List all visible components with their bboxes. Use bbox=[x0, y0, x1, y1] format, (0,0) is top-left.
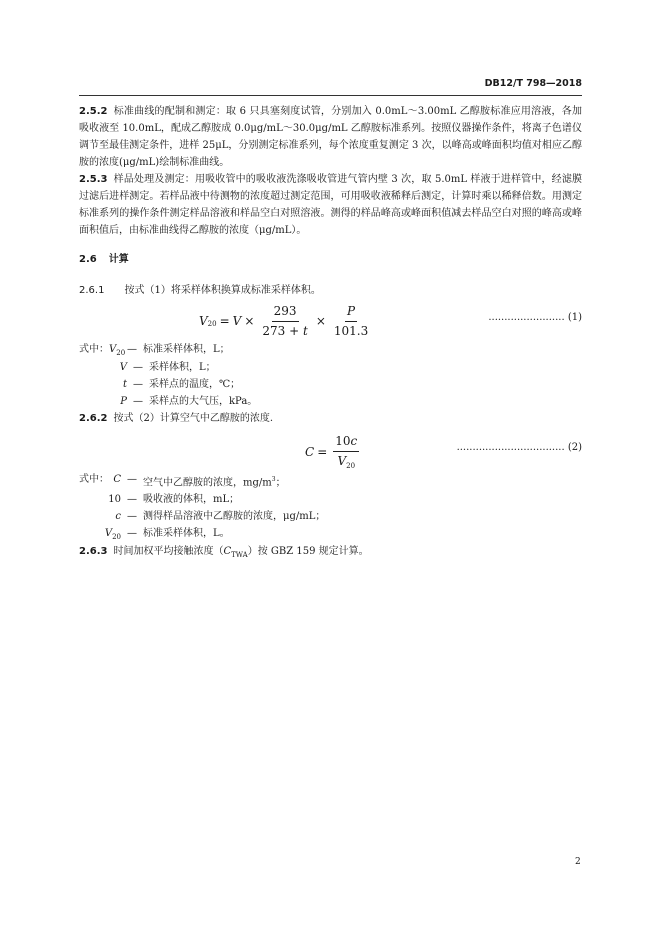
section-text: 标准曲线的配制和测定：取 6 只具塞刻度试管，分别加入 0.0mL～3.00mL 乙醇胺标准应用溶液，各加吸收液至 10.0mL，配成乙醇胺成 0.0μg/mL～30.0μg/mL 乙醇胺标准系列。按照仪器操作条件，将离子色谱仪调节至最佳测定条件，进样 25μL，分别测定标准系列，每个浓度重复测定 3 次，以峰高或峰面积均值对相应乙醇胺的浓度(μg/mL)绘制标准曲线。 bbox=[79, 106, 582, 168]
legend-row: c — 测得样品溶液中乙醇胺的浓度，μg/mL； bbox=[115, 511, 326, 523]
section-2-6-heading bbox=[79, 251, 582, 268]
section-number: 2.5.2 bbox=[79, 106, 108, 117]
equation-1-expression bbox=[199, 303, 373, 340]
var-C: C bbox=[305, 445, 315, 459]
times-sign: × bbox=[244, 314, 255, 328]
fraction-concentration bbox=[333, 433, 359, 472]
var-V20: V bbox=[199, 314, 208, 328]
section-2-6-3: 2.6.3 时间加权平均接触浓度$(C_{TWA})$按 GBZ 159 规定计算。 bbox=[79, 546, 369, 560]
page-number: 2 bbox=[575, 857, 581, 867]
legend-2 bbox=[79, 471, 582, 543]
section-2-5-2 bbox=[79, 103, 582, 171]
equation-1 bbox=[79, 299, 582, 341]
times-sign: × bbox=[315, 314, 326, 328]
equation-1-leader: ........................ (1) bbox=[488, 312, 582, 323]
legend-row: V — 采样体积，L； bbox=[119, 362, 216, 373]
section-number: 2.6.3 bbox=[79, 546, 108, 558]
section-title: 计算 bbox=[108, 254, 129, 265]
section-text: 按式（1）将采样体积换算成标准采样体积。 bbox=[124, 285, 321, 296]
numerator: 293 bbox=[272, 303, 299, 322]
section-number: 2.6.2 bbox=[79, 413, 108, 424]
legend-row: 10 — 吸收液的体积，mL； bbox=[108, 494, 240, 506]
header-rule bbox=[79, 95, 582, 96]
section-2-6-1 bbox=[79, 282, 582, 299]
numerator: P bbox=[345, 303, 357, 322]
denominator: $V_{20}$ bbox=[337, 454, 356, 470]
document-body bbox=[79, 103, 582, 561]
equation-label: (1) bbox=[567, 312, 582, 323]
legend-1 bbox=[79, 341, 582, 410]
equals-sign: = bbox=[317, 445, 328, 459]
fraction-temperature bbox=[260, 303, 309, 340]
section-2-6-2 bbox=[79, 410, 582, 427]
var-V: V bbox=[232, 314, 242, 328]
fraction-pressure bbox=[332, 303, 370, 340]
equation-label: (2) bbox=[567, 442, 582, 453]
equation-2-expression bbox=[305, 433, 362, 472]
section-number: 2.5.3 bbox=[79, 174, 108, 185]
numerator: 10c bbox=[333, 433, 359, 452]
section-number: 2.6 bbox=[79, 254, 97, 265]
equals-sign: = bbox=[219, 314, 230, 328]
legend-row: $V_{20}$ — 标准采样体积，L。 bbox=[104, 528, 230, 542]
doc-code-header: DB12/T 798—2018 bbox=[484, 78, 582, 89]
legend-row: t — 采样点的温度，℃； bbox=[122, 379, 241, 390]
legend-row: P — 采样点的大气压，kPa。 bbox=[120, 396, 258, 407]
section-number: 2.6.1 bbox=[79, 285, 105, 296]
subscript: 20 bbox=[207, 320, 217, 328]
legend-prefix: 式中： bbox=[79, 344, 109, 355]
equation-2 bbox=[79, 427, 582, 471]
denominator: 101.3 bbox=[333, 324, 369, 338]
equation-2-leader: .................................. (2) bbox=[456, 442, 582, 453]
legend-prefix: 式中： bbox=[79, 474, 109, 485]
legend-row: 式中： C — 空气中乙醇胺的浓度，$mg/m^3$； bbox=[79, 471, 582, 491]
section-2-5-3 bbox=[79, 171, 582, 239]
section-text: 按式（2）计算空气中乙醇胺的浓度. bbox=[113, 413, 274, 424]
section-text: 样品处理及测定：用吸收管中的吸收液洗涤吸收管进气管内壁 3 次，取 5.0mL 样液于进样管中，经滤膜过滤后进样测定。若样品液中待测物的浓度超过测定范围，可用吸收液稀释后测定，计算时乘以稀释倍数。用测定标准系列的操作条件测定样品溶液和样品空白对照溶液。测得的样品峰高或峰面积值减去样品空白对照的峰高或峰面积值后，由标准曲线得乙醇胺的浓度（μg/mL）。 bbox=[79, 174, 582, 236]
denominator: 273 + t bbox=[262, 324, 308, 338]
legend-row: 式中： $V_{20}$ — 标准采样体积，L； bbox=[79, 341, 582, 359]
